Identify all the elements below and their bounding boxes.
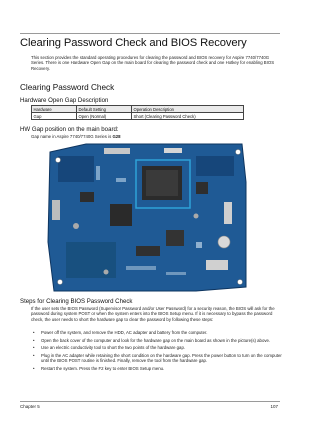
table-cell: Gap: [32, 113, 77, 120]
page-title: Clearing Password Check and BIOS Recovery: [20, 37, 247, 49]
hw-gap-heading: HW Gap position on the main board:: [20, 126, 119, 133]
gap-name: G28: [112, 134, 121, 139]
page-number: 107: [270, 404, 278, 409]
gap-table: [31, 105, 244, 120]
table-header-cell: Hardware: [32, 106, 77, 113]
top-rule: [20, 33, 280, 34]
bottom-rule: [20, 401, 280, 402]
list-item: • Use an electric conductivity tool to short the two points of the hardware gap.: [31, 345, 283, 350]
table-header-cell: Default Setting: [77, 106, 132, 113]
hw-gap-note-text: Gap name in Aspire 7740/7740G Series is: [31, 134, 113, 139]
section-title: Clearing Password Check: [20, 83, 115, 92]
table-cell: Open (Normal): [77, 113, 132, 120]
list-item: • Open the back cover of the computer and look for the hardware gap on the main board as shown in the picture(s) above.: [31, 338, 283, 343]
steps-heading: Steps for Clearing BIOS Password Check: [20, 298, 133, 305]
intro-paragraph: This section provides the standard operating procedures for clearing the password and BIOS recovery for Aspire 7740/7740G Series. There is one Hardware Open Gap on the main board for clearing the password check and one Hotkey for enabling BIOS Recovery.: [31, 55, 275, 71]
main-board-image: [46, 142, 250, 293]
list-item: • Restart the system. Press the F2 key to enter BIOS Setup menu.: [31, 366, 283, 371]
table-header-cell: Operation Description: [132, 106, 244, 113]
steps-intro: If the user sets the BIOS Password (Supervisor Password and/or User Password) for a security reason, the BIOS will ask for the password during system POST or when the system enters into the BIOS Setup menu. If it is necessary to bypass the password check, the user needs to short the hardware gap to clear the password by following these steps:: [31, 306, 275, 322]
table-row: [32, 113, 244, 120]
hw-gap-note: [31, 134, 121, 139]
list-item: • Power off the system, and remove the HDD, AC adapter and battery from the computer.: [31, 330, 283, 335]
list-item: • Plug in the AC adapter while retaining the short condition on the hardware gap. Press the power button to turn on the computer until the BIOS POST routine is finished. Finally, remove the tool from the hardware gap.: [31, 353, 283, 364]
footer-chapter: Chapter 5: [20, 404, 40, 409]
gap-description-heading: Hardware Open Gap Description: [20, 97, 109, 104]
main-board-illustration: [46, 142, 250, 293]
steps-list: [31, 330, 283, 373]
table-cell: Short (Clearing Password Check): [132, 113, 244, 120]
table-header-row: [32, 106, 244, 113]
